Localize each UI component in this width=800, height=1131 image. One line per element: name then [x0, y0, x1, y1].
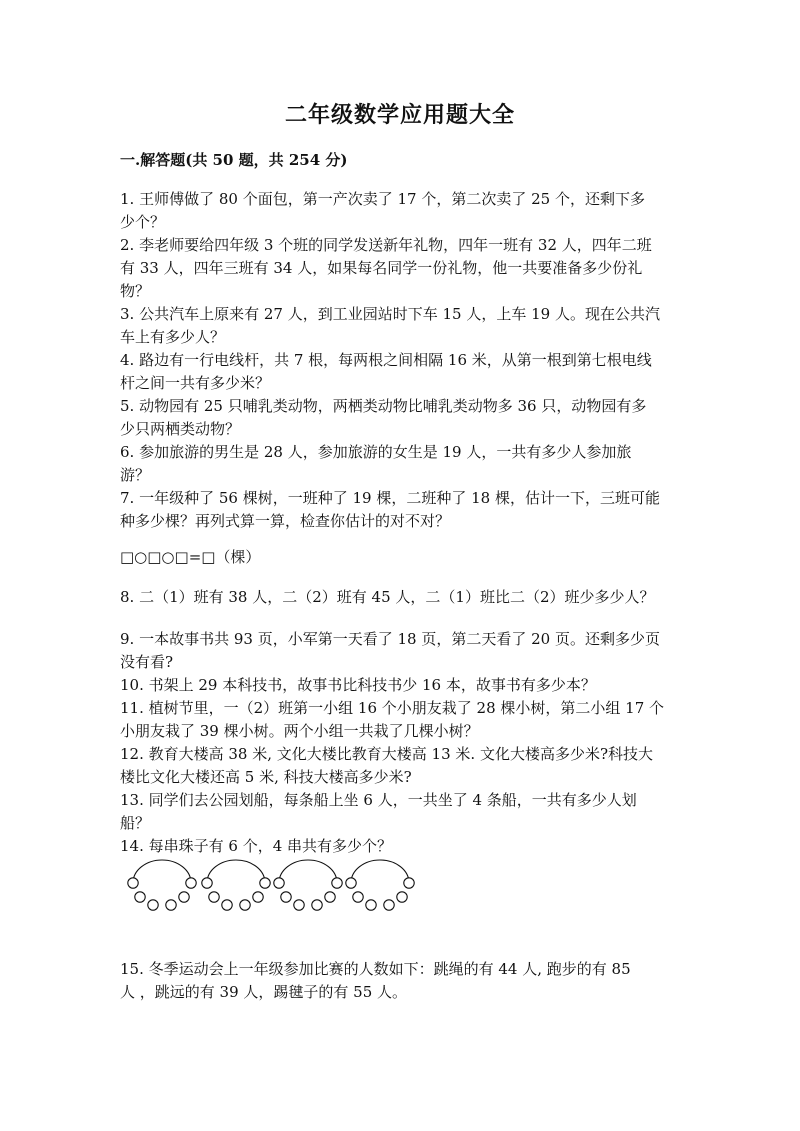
bead-string: [274, 860, 342, 910]
question-line: 没有看?: [120, 653, 174, 671]
question-line: 5. 动物园有 25 只哺乳类动物，两栖类动物比哺乳类动物多 36 只，动物园有多: [120, 397, 647, 415]
string-arc: [207, 860, 265, 883]
question-line: 种多少棵？再列式算一算，检查你估计的对不对？: [120, 512, 451, 530]
question-line: 楼比文化大楼还高 5 米, 科技大楼高多少米?: [120, 768, 412, 786]
question-line: 12. 教育大楼高 38 米, 文化大楼比教育大楼高 13 米. 文化大楼高多少米?科技大: [120, 745, 653, 763]
bead: [166, 900, 176, 910]
question-line: 14. 每串珠子有 6 个，4 串共有多少个？: [120, 837, 393, 855]
question-line: 船？: [120, 814, 151, 832]
bead: [384, 900, 394, 910]
blank-formula: □○□○□=□（棵）: [120, 548, 261, 566]
question-line: 物？: [120, 282, 151, 300]
question-line: 7. 一年级种了 56 棵树，一班种了 19 棵，二班种了 18 棵，估计一下，三班可能: [120, 489, 660, 507]
bead: [186, 878, 196, 888]
bead: [366, 900, 376, 910]
question-line: 车上有多少人？: [120, 328, 226, 346]
question-line: 10. 书架上 29 本科技书，故事书比科技书少 16 本，故事书有多少本？: [120, 676, 596, 694]
bead: [253, 892, 263, 902]
bead: [274, 878, 284, 888]
question-line: 15. 冬季运动会上一年级参加比赛的人数如下：跳绳的有 44 人, 跑步的有 85: [120, 960, 631, 978]
bead-string: [128, 860, 196, 910]
string-arc: [133, 860, 191, 883]
bead: [312, 900, 322, 910]
section-heading: 一.解答题(共 50 题，共 254 分): [120, 151, 348, 169]
question-line: 有 33 人，四年三班有 34 人，如果每名同学一份礼物，他一共要准备多少份礼: [120, 259, 643, 277]
question-line: 人 ，跳远的有 39 人，踢毽子的有 55 人。: [120, 983, 408, 1001]
question-line: 杆之间一共有多少米？: [120, 374, 271, 392]
bead: [397, 892, 407, 902]
bead: [179, 892, 189, 902]
bead: [332, 878, 342, 888]
bead: [260, 878, 270, 888]
bead: [135, 892, 145, 902]
question-line: 游？: [120, 466, 151, 484]
bead: [222, 900, 232, 910]
bead: [202, 878, 212, 888]
bead-string: [346, 860, 414, 910]
question-line: 4. 路边有一行电线杆，共 7 根，每两根之间相隔 16 米，从第一根到第七根电线: [120, 351, 652, 369]
bead: [148, 900, 158, 910]
bead: [325, 892, 335, 902]
bead-strings-illustration: [124, 845, 424, 915]
question-line: 小朋友栽了 39 棵小树。两个小组一共栽了几棵小树？: [120, 722, 479, 740]
question-line: 少个？: [120, 213, 166, 231]
bead: [128, 878, 138, 888]
bead: [240, 900, 250, 910]
question-line: 少只两栖类动物？: [120, 420, 241, 438]
question-line: 2. 李老师要给四年级 3 个班的同学发送新年礼物，四年一班有 32 人，四年二班: [120, 236, 652, 254]
bead: [281, 892, 291, 902]
bead: [353, 892, 363, 902]
string-arc: [279, 860, 337, 883]
string-arc: [351, 860, 409, 883]
question-line: 9. 一本故事书共 93 页，小军第一天看了 18 页，第二天看了 20 页。还剩多少页: [120, 630, 660, 648]
bead: [404, 878, 414, 888]
question-line: 1. 王师傅做了 80 个面包，第一产次卖了 17 个，第二次卖了 25 个，还剩下多: [120, 190, 645, 208]
bead: [346, 878, 356, 888]
bead: [209, 892, 219, 902]
question-line: 6. 参加旅游的男生是 28 人，参加旅游的女生是 19 人，一共有多少人参加旅: [120, 443, 632, 461]
page-title: 二年级数学应用题大全: [284, 102, 515, 128]
question-line: 8. 二（1）班有 38 人，二（2）班有 45 人，二（1）班比二（2）班少多少人？: [120, 588, 655, 606]
bead: [294, 900, 304, 910]
question-line: 13. 同学们去公园划船，每条船上坐 6 人，一共坐了 4 条船，一共有多少人划: [120, 791, 637, 809]
question-line: 3. 公共汽车上原来有 27 人，到工业园站时下车 15 人，上车 19 人。现在公共汽: [120, 305, 660, 323]
question-line: 11. 植树节里，一（2）班第一小组 16 个小朋友栽了 28 棵小树，第二小组 17 个: [120, 699, 665, 717]
bead-string: [202, 860, 270, 910]
